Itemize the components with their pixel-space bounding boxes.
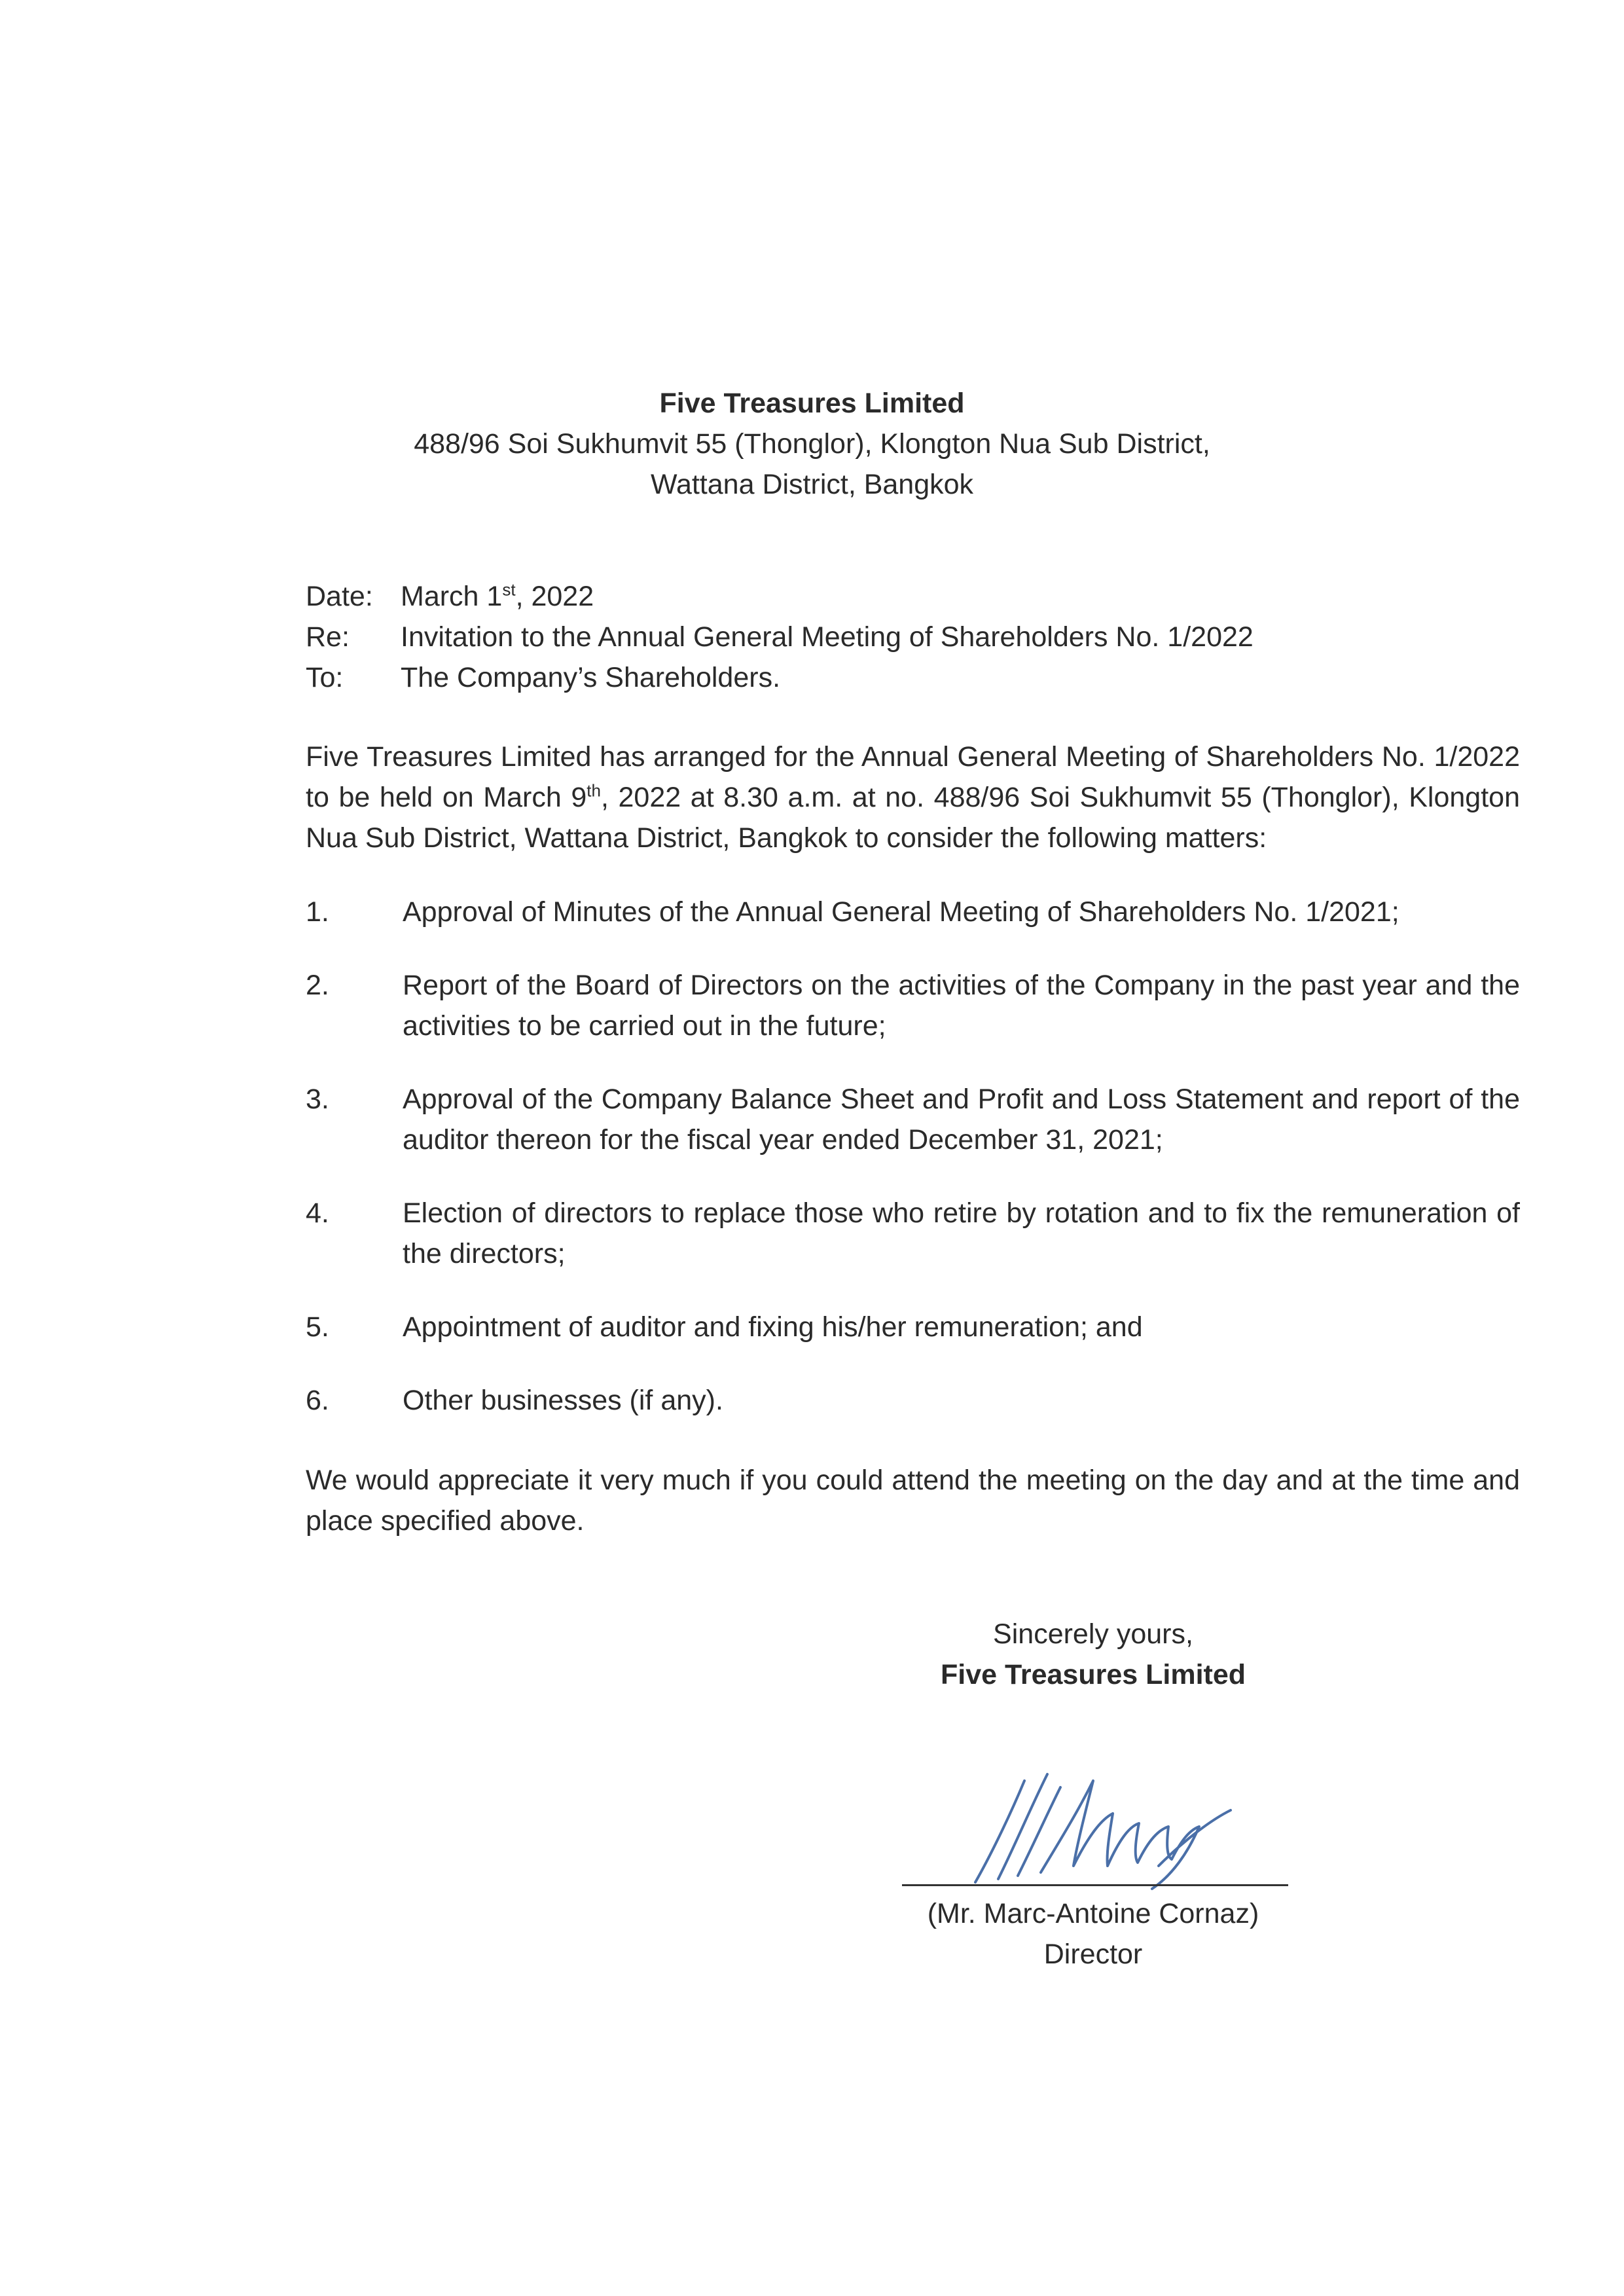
date-row [306,576,1254,617]
date-label: Date: [306,581,373,612]
agenda-item-text: Approval of the Company Balance Sheet and Profit and Loss Statement and report of the auditor thereon for the fiscal year ended December 31, 2021; [403,1084,1520,1156]
agenda-list [306,892,1520,1453]
signoff-greeting: Sincerely yours, [993,1618,1193,1650]
to-value: The Company’s Shareholders. [401,662,781,693]
agenda-item [306,965,1520,1046]
letter-meta [306,576,1254,698]
agenda-item [306,1079,1520,1160]
re-row [306,617,1254,657]
letterhead-address-line2: Wattana District, Bangkok [650,469,974,500]
agenda-item-text: Other businesses (if any). [403,1385,723,1416]
agenda-item-number: 5. [306,1311,329,1343]
letterhead [0,383,1624,505]
agenda-item-number: 3. [306,1084,329,1115]
letterhead-address-line1: 488/96 Soi Sukhumvit 55 (Thonglor), Klongton Nua Sub District, [414,428,1210,460]
agenda-item-number: 2. [306,970,329,1001]
intro-paragraph: Five Treasures Limited has arranged for the Annual General Meeting of Shareholders No. 1/2022 to be held on March 9th, 2022 at 8.30 a.m. at no. 488/96 Soi Sukhumvit 55 (Thonglor), Klongton Nua Sub District, Wattana District, Bangkok to consider the following matters: [306,741,1521,854]
agenda-item [306,1193,1520,1274]
agenda-item [306,1307,1520,1347]
date-value: March 1st, 2022 [401,579,594,612]
agenda-item-text: Appointment of auditor and fixing his/her remuneration; and [403,1311,1143,1343]
signer-name: (Mr. Marc-Antoine Cornaz) [927,1898,1259,1929]
signer-block [871,1893,1316,1975]
to-row [306,657,1254,698]
agenda-item-text: Approval of Minutes of the Annual General Meeting of Shareholders No. 1/2021; [403,896,1399,928]
re-value: Invitation to the Annual General Meeting of Shareholders No. 1/2022 [401,621,1254,653]
agenda-item-number: 1. [306,896,329,928]
closing-paragraph: We would appreciate it very much if you could attend the meeting on the day and at the time and place specified above. [306,1465,1520,1537]
letterhead-company-name: Five Treasures Limited [659,388,965,419]
to-label: To: [306,662,344,693]
agenda-item-text: Report of the Board of Directors on the activities of the Company in the past year and the activities to be carried out in the future; [403,970,1520,1042]
re-label: Re: [306,621,350,653]
handwritten-signature [962,1761,1237,1892]
signoff [903,1614,1283,1695]
agenda-item-number: 4. [306,1197,329,1229]
signature-line [902,1884,1288,1886]
agenda-item-text: Election of directors to replace those who retire by rotation and to fix the remuneration of the directors; [403,1197,1520,1269]
agenda-item [306,892,1520,932]
signer-title: Director [1043,1939,1143,1970]
agenda-item [306,1380,1520,1421]
agenda-item-number: 6. [306,1385,329,1416]
signoff-company: Five Treasures Limited [940,1659,1246,1690]
